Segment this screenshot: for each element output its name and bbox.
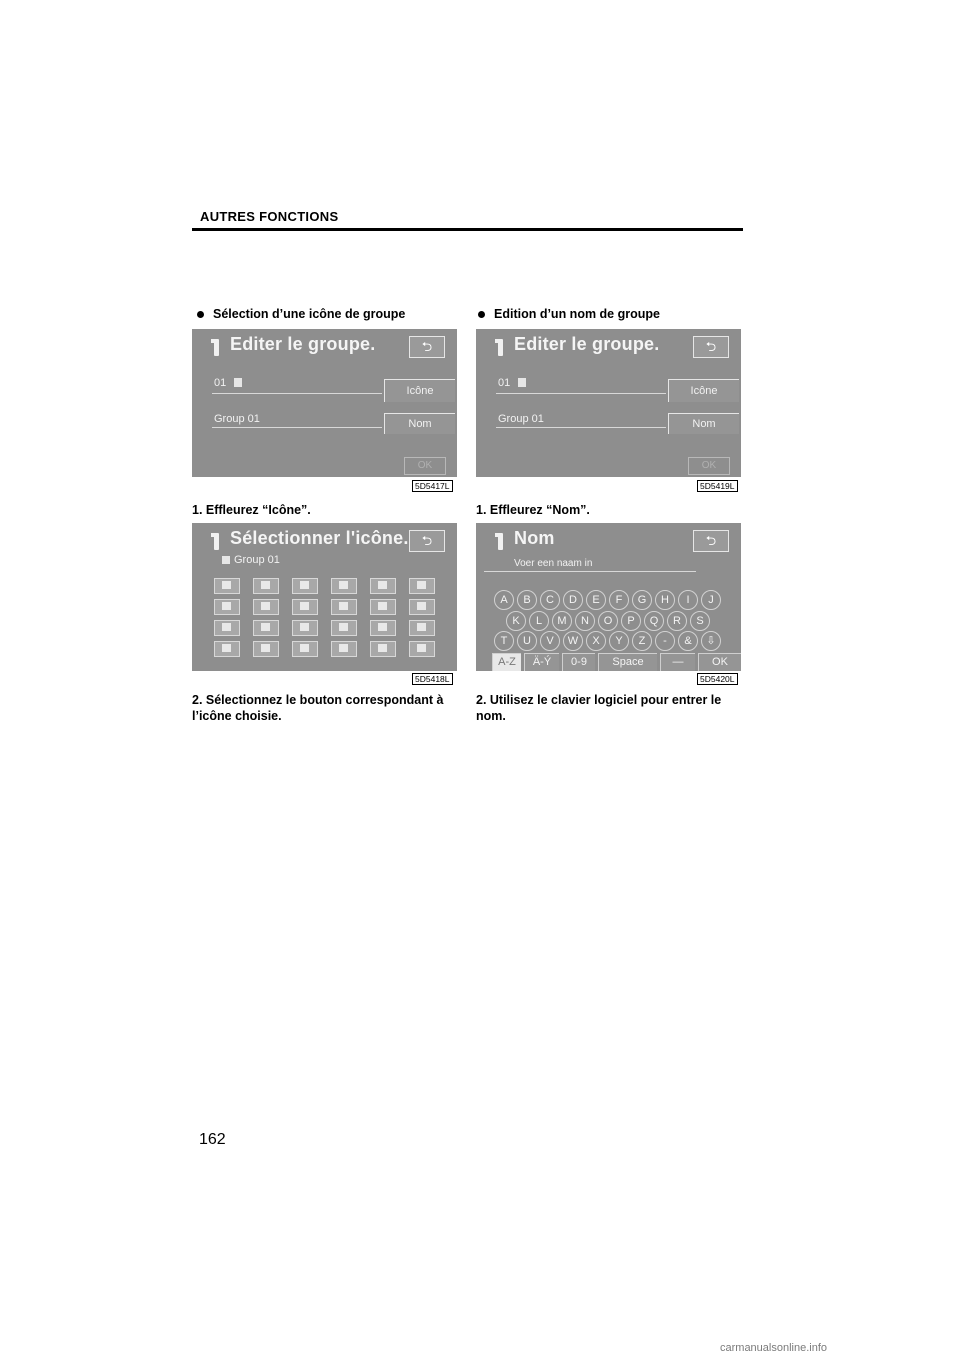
key-r[interactable]: R [667, 611, 687, 631]
key-next[interactable]: ⇩ [701, 631, 721, 651]
group-icon [378, 623, 387, 631]
icon-choice-button[interactable] [331, 620, 357, 636]
key-a[interactable]: A [494, 590, 514, 610]
icon-choice-button[interactable] [292, 620, 318, 636]
key-ampersand[interactable]: & [678, 631, 698, 651]
group-icon [417, 644, 426, 652]
key-b[interactable]: B [517, 590, 537, 610]
back-button[interactable]: ⮌ [409, 336, 445, 358]
icon-choice-button[interactable] [370, 599, 396, 615]
group-icon [417, 623, 426, 631]
step-1-name: 1. Effleurez “Nom”. [476, 503, 590, 517]
icon-choice-button[interactable] [331, 599, 357, 615]
ok-button[interactable]: OK [698, 653, 741, 671]
heading-select-icon [197, 307, 405, 321]
screen-name-keyboard [476, 523, 741, 671]
group-icon [378, 602, 387, 610]
group-name: Group 01 [234, 554, 280, 566]
icon-choice-button[interactable] [214, 599, 240, 615]
menu-bar-icon [214, 533, 219, 550]
icon-choice-button[interactable] [214, 641, 240, 657]
icon-choice-button[interactable] [253, 578, 279, 594]
menu-bar-icon [498, 339, 503, 356]
header-rule [192, 228, 743, 231]
icon-button[interactable]: Icône [384, 379, 455, 402]
menu-bar-icon [214, 339, 219, 356]
group-icon [222, 556, 230, 564]
ok-button[interactable]: OK [688, 457, 730, 475]
key-h[interactable]: H [655, 590, 675, 610]
screen-edit-group-left [192, 329, 457, 477]
key-t[interactable]: T [494, 631, 514, 651]
screen-title: Editer le groupe. [514, 334, 660, 354]
screen-title: Editer le groupe. [230, 334, 376, 354]
figure-code: 5D5419L [697, 480, 738, 492]
key-y[interactable]: Y [609, 631, 629, 651]
group-number: 01 [214, 377, 227, 389]
name-button[interactable]: Nom [384, 413, 455, 434]
key-g[interactable]: G [632, 590, 652, 610]
step-2-line-1: 2. Sélectionnez le bouton correspondant à [192, 693, 444, 707]
group-icon [222, 602, 231, 610]
icon-button[interactable]: Icône [668, 379, 739, 402]
group-number: 01 [498, 377, 511, 389]
step-1-icon: 1. Effleurez “Icône”. [192, 503, 311, 517]
group-icon [417, 602, 426, 610]
group-icon [339, 644, 348, 652]
group-icon [222, 623, 231, 631]
group-icon [300, 602, 309, 610]
group-icon [300, 644, 309, 652]
icon-choice-button[interactable] [253, 599, 279, 615]
group-icon [300, 623, 309, 631]
group-icon [518, 378, 526, 387]
group-icon [339, 602, 348, 610]
group-icon [339, 623, 348, 631]
group-icon [261, 623, 270, 631]
ok-button[interactable]: OK [404, 457, 446, 475]
section-title: AUTRES FONCTIONS [200, 209, 339, 224]
back-button[interactable]: ⮌ [693, 530, 729, 552]
icon-choice-button[interactable] [370, 620, 396, 636]
icon-choice-button[interactable] [253, 641, 279, 657]
key-x[interactable]: X [586, 631, 606, 651]
group-icon [300, 581, 309, 589]
figure-code: 5D5417L [412, 480, 453, 492]
icon-choice-button[interactable] [331, 578, 357, 594]
icon-choice-button[interactable] [253, 620, 279, 636]
menu-bar-icon [498, 533, 503, 550]
key-l[interactable]: L [529, 611, 549, 631]
step-2-line-2: nom. [476, 709, 506, 723]
screen-edit-group-right [476, 329, 741, 477]
bullet-icon [478, 311, 485, 318]
key-w[interactable]: W [563, 631, 583, 651]
icon-choice-button[interactable] [409, 641, 435, 657]
key-s[interactable]: S [690, 611, 710, 631]
key-j[interactable]: J [701, 590, 721, 610]
group-name: Group 01 [214, 413, 260, 425]
key-z[interactable]: Z [632, 631, 652, 651]
icon-choice-button[interactable] [331, 641, 357, 657]
group-icon [378, 581, 387, 589]
heading-text: Sélection d’une icône de groupe [213, 307, 406, 321]
group-name: Group 01 [498, 413, 544, 425]
watermark: carmanualsonline.info [720, 1342, 828, 1354]
group-icon [261, 581, 270, 589]
step-2-line-1: 2. Utilisez le clavier logiciel pour entrer le [476, 693, 722, 707]
key-k[interactable]: K [506, 611, 526, 631]
key-o[interactable]: O [598, 611, 618, 631]
key-v[interactable]: V [540, 631, 560, 651]
heading-edit-name [478, 307, 660, 321]
key-p[interactable]: P [621, 611, 641, 631]
back-button[interactable]: ⮌ [693, 336, 729, 358]
name-button[interactable]: Nom [668, 413, 739, 434]
step-2-line-2: l’icône choisie. [192, 709, 282, 723]
key-q[interactable]: Q [644, 611, 664, 631]
key-d[interactable]: D [563, 590, 583, 610]
screen-select-icon [192, 523, 457, 671]
figure-code: 5D5418L [412, 673, 453, 685]
icon-choice-button[interactable] [214, 578, 240, 594]
group-icon [378, 644, 387, 652]
key-i[interactable]: I [678, 590, 698, 610]
screen-title: Nom [514, 528, 555, 548]
numbers-button[interactable]: 0-9 [562, 653, 595, 671]
key-f[interactable]: F [609, 590, 629, 610]
dash-button[interactable]: — [660, 653, 695, 671]
heading-text: Edition d’un nom de groupe [494, 307, 660, 321]
bullet-icon [197, 311, 204, 318]
page-number: 162 [199, 1131, 226, 1148]
group-icon [222, 644, 231, 652]
key-n[interactable]: N [575, 611, 595, 631]
group-icon [261, 644, 270, 652]
key-dash[interactable]: - [655, 631, 675, 651]
az-button[interactable]: A-Z [492, 653, 521, 671]
group-icon [339, 581, 348, 589]
group-icon [417, 581, 426, 589]
group-icon [222, 581, 231, 589]
icon-choice-button[interactable] [292, 599, 318, 615]
icon-choice-button[interactable] [292, 641, 318, 657]
icon-choice-button[interactable] [409, 620, 435, 636]
key-u[interactable]: U [517, 631, 537, 651]
icon-choice-button[interactable] [370, 641, 396, 657]
figure-code: 5D5420L [697, 673, 738, 685]
key-m[interactable]: M [552, 611, 572, 631]
space-button[interactable]: Space [598, 653, 657, 671]
key-c[interactable]: C [540, 590, 560, 610]
group-icon [234, 378, 242, 387]
name-input-placeholder[interactable]: Voer een naam in [514, 558, 593, 569]
icon-choice-button[interactable] [292, 578, 318, 594]
icon-choice-button[interactable] [370, 578, 396, 594]
icon-choice-button[interactable] [409, 599, 435, 615]
icon-choice-button[interactable] [409, 578, 435, 594]
group-icon [261, 602, 270, 610]
icon-choice-button[interactable] [214, 620, 240, 636]
screen-title: Sélectionner l'icône. [230, 528, 409, 548]
back-button[interactable]: ⮌ [409, 530, 445, 552]
key-e[interactable]: E [586, 590, 606, 610]
accented-button[interactable]: Ä-Ý [524, 653, 559, 671]
